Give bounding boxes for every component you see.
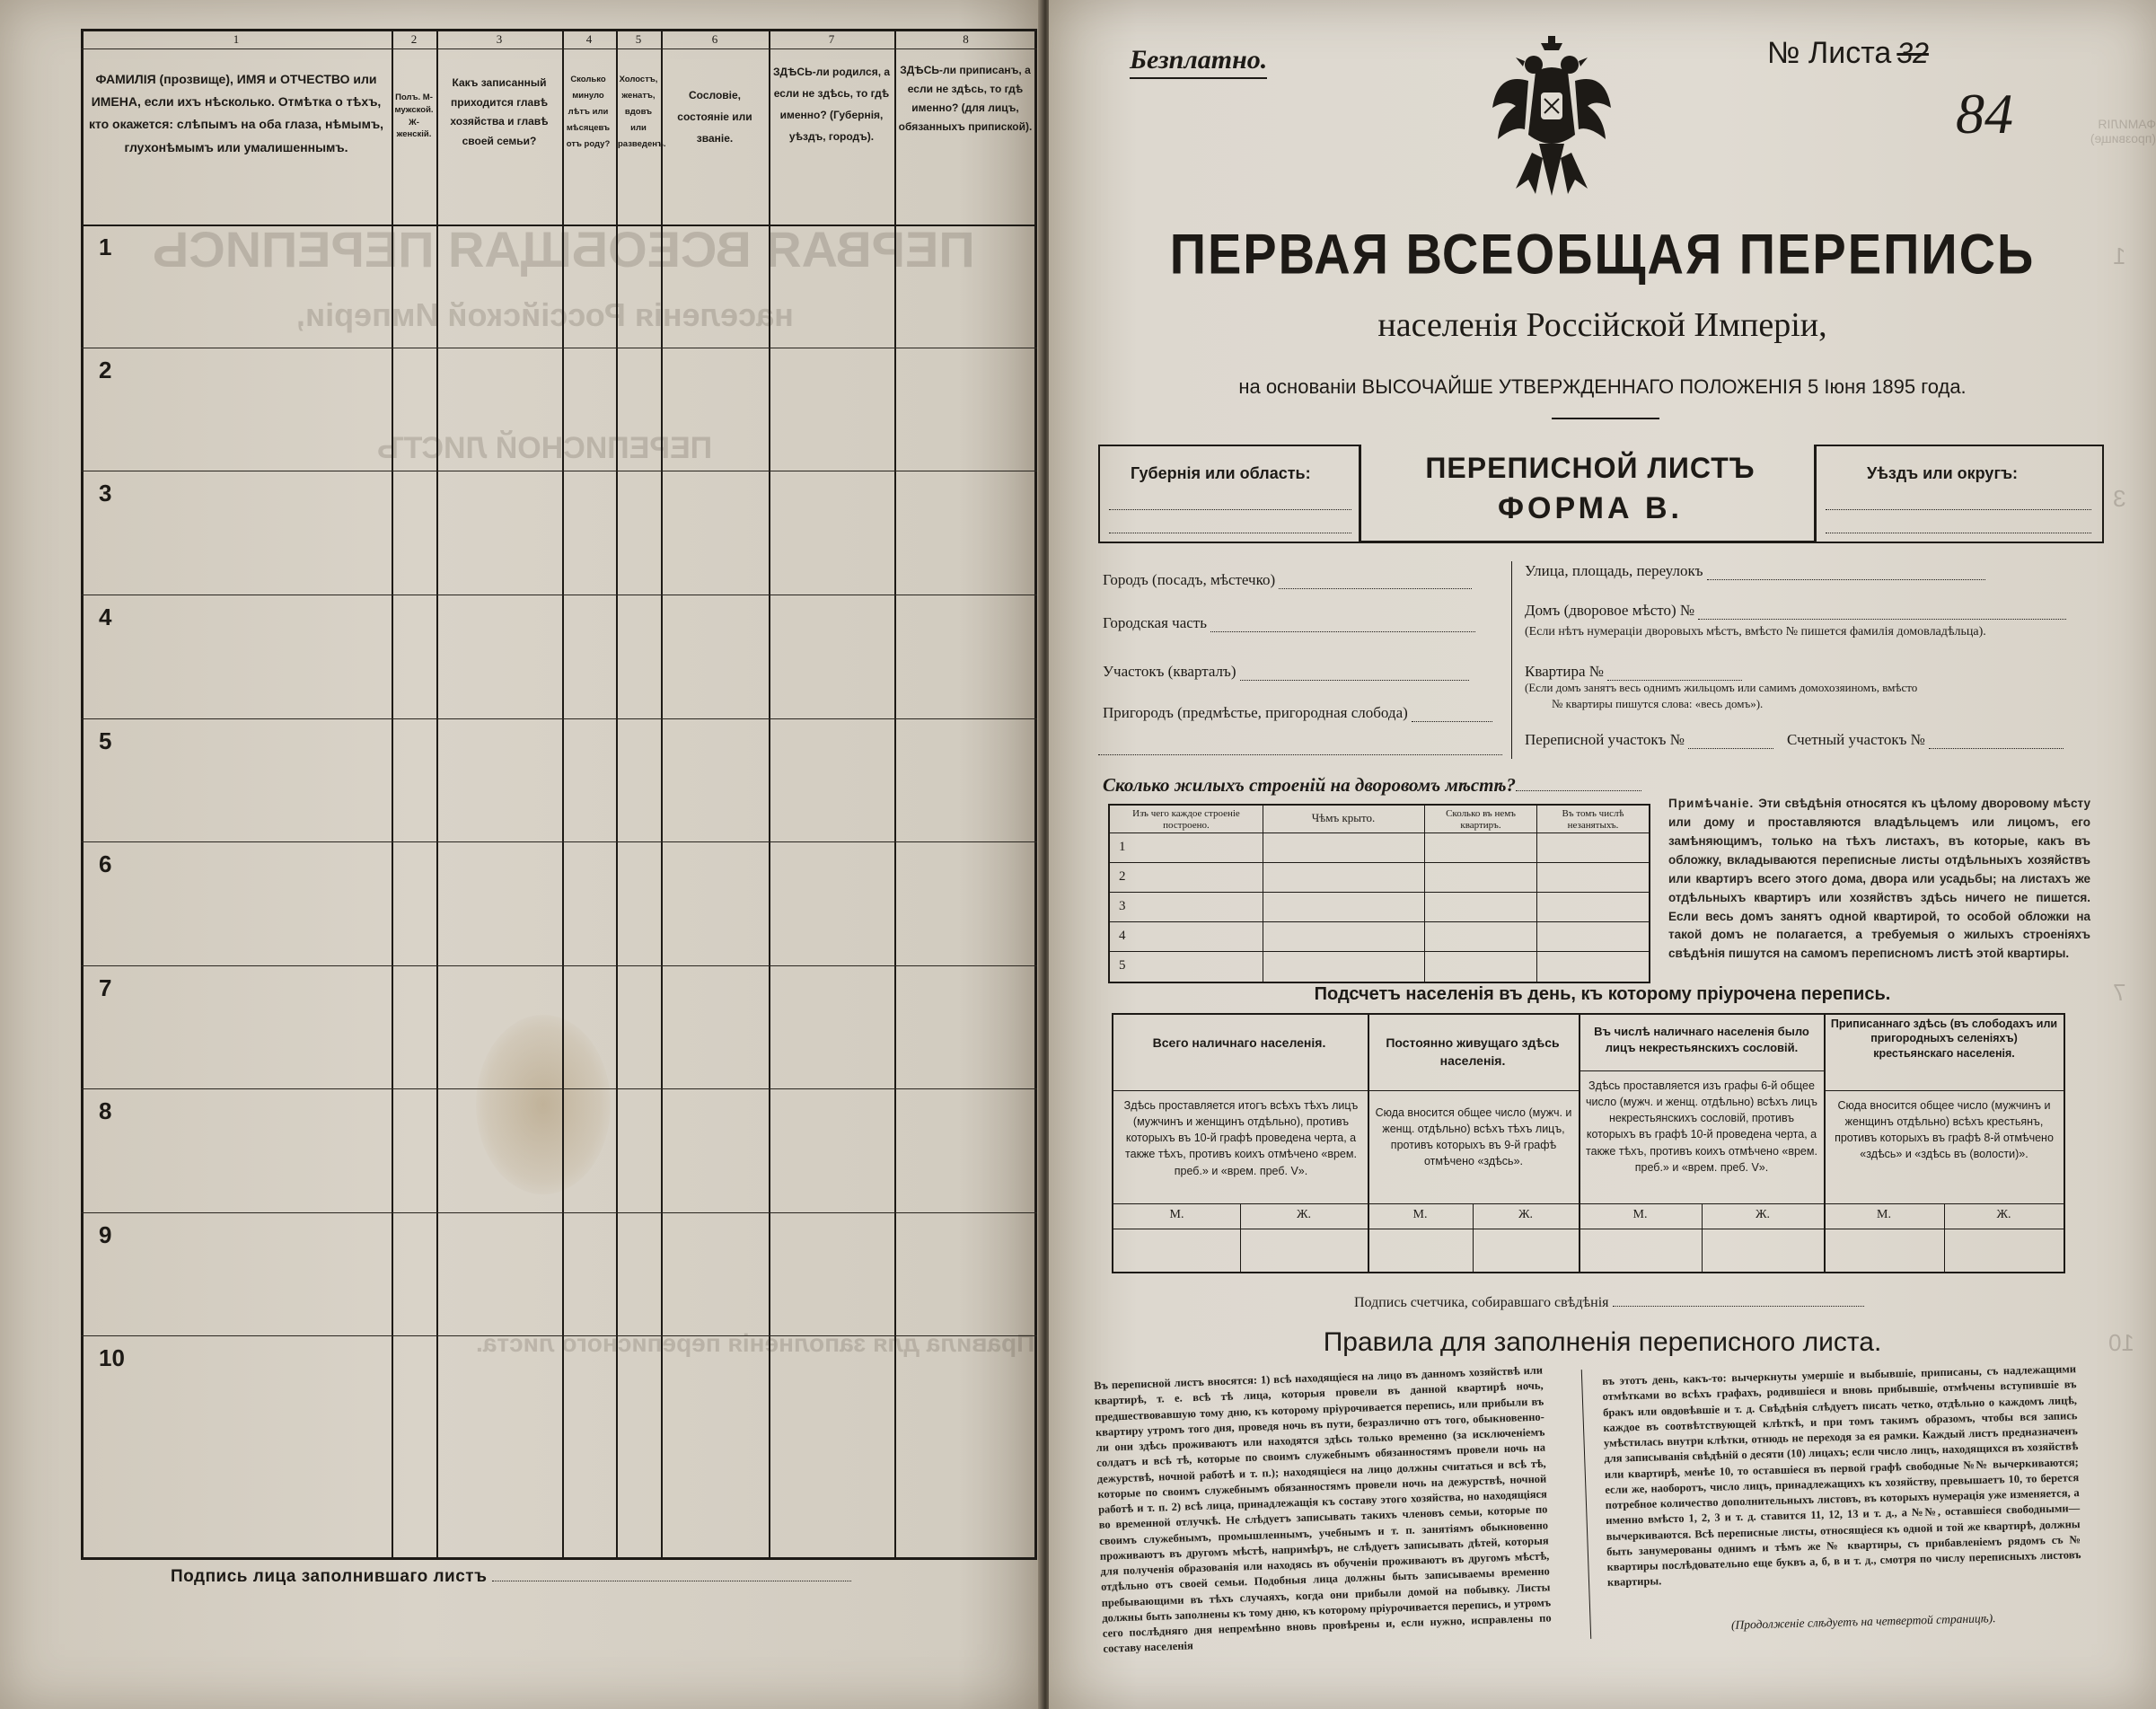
sheet-number [1767, 36, 1929, 71]
form-name: ПЕРЕПИСНОЙ ЛИСТЪ [1425, 452, 1756, 484]
house-label: Домъ (дворовое мѣсто) № [1525, 602, 1695, 619]
col-divider [616, 29, 618, 1560]
count-female-label: Ж. [1996, 1208, 2011, 1221]
district-field[interactable] [1826, 509, 2091, 510]
col-divider [392, 29, 393, 1560]
col-number: 2 [410, 32, 418, 46]
precinct-label: Участокъ (кварталъ) [1103, 663, 1236, 680]
buildings-row-number: 5 [1119, 958, 1126, 973]
count-female-label: Ж. [1518, 1208, 1534, 1221]
sheet-number-printed: 32 [1896, 37, 1929, 69]
count-male-label: М. [1169, 1208, 1184, 1221]
col-number: 3 [496, 32, 503, 46]
note-text: Эти свѣдѣнія относятся къ цѣлому дворовому мѣсту или дому и проставляются владѣльцемъ или лицомъ, его замѣняющимъ, только на тѣхъ листахъ, въ которые, какъ въ обложку, вкладываются переписные листы отдѣльныхъ хозяйствъ или квартиръ всего этого дома, двора или усадьбы; на листахъ же отдѣльныхъ квартиръ или хозяйствъ здѣсь ничего не пишется. Если весь домъ занятъ одной квартирой, то особой обложки на такой домъ не полагается, а требуемыя о жилыхъ строеніяхъ свѣдѣнія пишутся на самомъ переписномъ листѣ этой квартиры. [1668, 797, 2090, 961]
row-line [1110, 951, 1649, 952]
row-line [1110, 862, 1649, 863]
page-title: ПЕРВАЯ ВСЕОБЩАЯ ПЕРЕПИСЬ [1169, 222, 2036, 286]
house-field[interactable] [1525, 602, 2066, 620]
row-number: 5 [99, 727, 112, 754]
apartment-note: (Если домъ занятъ весь однимъ жильцомъ или самимъ домохозяиномъ, вмѣсто [1525, 681, 1918, 694]
col-header-birthplace: ЗДѢСЬ-ли родился, а если не здѣсь, то гдѣ именно? (Губернія, уѣздъ, городъ). [772, 66, 891, 143]
col-number: 4 [585, 32, 593, 46]
row-line [1579, 1070, 1824, 1071]
legal-basis: на основаніи ВЫСОЧАЙШЕ УТВЕРЖДЕННАГО ПОЛОЖЕНІЯ 5 Іюня 1895 года. [1238, 375, 1967, 398]
col-number: 5 [635, 32, 642, 46]
col-divider [769, 29, 770, 1560]
left-page [0, 0, 1042, 1709]
show-through-text: ФАМИЛІЯ (прозвище) [2090, 117, 2156, 145]
count-desc-non-peasant: Здѣсь проставляется изъ графы 6-й общее число (мужч. и женщ. отдѣльно) всѣхъ лицъ некрестьянскихъ сословій, противъ которыхъ въ графѣ 10-й проведена черта, а также тѣхъ, противъ коихъ отмѣчено «врем. преб.» и «врем. преб. V». [1586, 1079, 1817, 1174]
city-field[interactable] [1103, 571, 1472, 589]
count-male-label: М. [1632, 1208, 1648, 1221]
house-note: (Если нѣтъ нумераціи дворовыхъ мѣстъ, вмѣсто № пишется фамилія домовладѣльца). [1525, 625, 1986, 639]
count-desc-peasant: Сюда вносится общее число (мужчинъ и женщинъ отдѣльно) всѣхъ крестьянъ, противъ которыхъ въ графѣ 8-й отмѣчено «здѣсь» и «здѣсь въ (волости)». [1835, 1099, 2054, 1161]
buildings-header-roof: Чѣмъ крыто. [1311, 811, 1376, 824]
col-number: 6 [711, 32, 718, 46]
buildings-line[interactable] [1516, 790, 1641, 791]
col-header-sex: Полъ. М-мужской. Ж-женскій. [394, 92, 434, 140]
row-line [81, 841, 1037, 842]
count-female-label: Ж. [1755, 1208, 1771, 1221]
count-desc-permanent: Сюда вносится общее число (мужч. и женщ. отдѣльно) всѣхъ тѣхъ лицъ, противъ которыхъ въ 9-й графѣ отмѣчено «здѣсь». [1375, 1106, 1572, 1168]
buildings-table [1108, 804, 1650, 983]
show-through-text: 3 [2113, 485, 2126, 512]
show-through-text: 10 [2108, 1329, 2134, 1356]
city-line[interactable] [1279, 588, 1472, 589]
row-line [1824, 1090, 2064, 1091]
row-number: 6 [99, 850, 112, 877]
census-table [81, 29, 1037, 1560]
col-header-marital: Холостъ, женатъ, вдовъ или разведенъ. [618, 75, 666, 150]
buildings-header-vacant: Въ томъ числѣ незанятыхъ. [1562, 808, 1624, 832]
count-female-label: Ж. [1296, 1208, 1312, 1221]
city-part-label: Городская часть [1103, 614, 1207, 631]
province-label: Губернія или область: [1131, 464, 1311, 482]
divider [1511, 561, 1512, 759]
show-through-text: ПЕРВАЯ ВСЕОБЩАЯ ПЕРЕПИСЬ [153, 221, 975, 277]
row-line [81, 1212, 1037, 1213]
count-header-non-peasant: Въ числѣ наличнаго населенія было лицъ некрестьянскихъ сословій. [1594, 1025, 1809, 1055]
show-through-text: 7 [2113, 979, 2126, 1006]
precinct-line[interactable] [1240, 680, 1469, 681]
row-line [1110, 892, 1649, 893]
count-male-label: М. [1877, 1208, 1891, 1221]
page-subtitle: населенія Россійской Имперіи, [1377, 306, 1827, 344]
divider [1581, 1370, 1591, 1639]
counter-signature[interactable] [1354, 1295, 1864, 1311]
buildings-row-number: 1 [1119, 840, 1126, 854]
rules-text-right: въ этотъ день, какъ-то: вычеркнуты умершіе и выбывшіе, приписаны, съ надлежащими отмѣтками во всѣхъ графахъ, родившіеся и вновь прибывшіе, отмѣчены вступившіе въ бракъ или овдовѣвшіе и т. д. Свѣдѣнія слѣдуетъ писать четко, отдѣльно о каждомъ лицѣ, каждое въ соотвѣтствующей клѣткѣ, и при томъ такимъ образомъ, чтобы вся запись умѣстилась внутри клѣтки, отнюдь не переходя за ея рамки. Каждый листъ предназначенъ для записыванія свѣдѣній о десяти (10) лицахъ; если число лицъ, находящихся въ хозяйствѣ или квартирѣ, менѣе 10, то оставшіеся въ первой графѣ свободные №№ вычеркиваются; если же, наоборотъ, число лицъ, принадлежащихъ къ хозяйству, превышаетъ 10, то берется потребное количество дополнительныхъ листовъ, въ которыхъ нумерація уже изменяется, а именно вмѣсто 1, 2, 3 и т. д. ставится 11, 12, 13 и т. д., а №№, оставшіеся свободными—вычеркиваются. Всѣ переписные листы, относящіеся къ одной и той же квартирѣ, должны быть занумерованы однимъ и тѣмъ же № квартиры, съ прибавленіемъ рядомъ съ № квартиры послѣдовательно еще буквъ а, б, в и т. д., смотря по числу переписныхъ листовъ квартиры. [1602, 1362, 2081, 1590]
right-page [1049, 0, 2156, 1709]
form-title-cell [1359, 445, 1817, 543]
col-number: 8 [963, 32, 969, 46]
double-headed-eagle-emblem [1489, 36, 1615, 207]
col-divider [894, 29, 896, 1560]
col-divider [661, 29, 663, 1560]
col-header-name: ФАМИЛІЯ (прозвище), ИМЯ и ОТЧЕСТВО или ИМЕНА, если ихъ нѣсколько. Отмѣтка о тѣхъ, кто окажется: слѣпымъ на оба глаза, нѣмымъ, глухонѣмымъ или умалишеннымъ. [88, 72, 384, 154]
col-divider [1824, 1015, 1826, 1272]
buildings-question-label: Сколько жилыхъ строеній на дворовомъ мѣстѣ? [1103, 774, 1517, 796]
buildings-row-number: 3 [1119, 899, 1126, 913]
district-cell [1817, 445, 2104, 543]
province-cell [1098, 445, 1359, 543]
row-number: 7 [99, 974, 112, 1001]
rules-title: Правила для заполненія переписного листа. [1323, 1327, 1882, 1357]
buildings-header-material: Изъ чего каждое строеніе построено. [1132, 808, 1240, 832]
street-line[interactable] [1707, 579, 1985, 580]
col-divider [1579, 1015, 1580, 1272]
suburb-line[interactable] [1412, 721, 1492, 722]
row-number: 10 [99, 1344, 125, 1371]
buildings-header-apartments: Сколько въ немъ квартиръ. [1446, 808, 1516, 832]
district-label: Уѣздъ или округъ: [1867, 464, 2019, 482]
sheet-number-handwritten: 84 [1956, 82, 2013, 145]
row-number: 4 [99, 603, 112, 630]
form-header-box [1098, 445, 2104, 543]
col-header-age: Сколько минуло лѣтъ или мѣсяцевъ отъ роду? [566, 75, 611, 150]
col-header-relation: Какъ записанный приходится главѣ хозяйства и главѣ своей семьи? [450, 76, 549, 147]
count-desc-present: Здѣсь проставляется итогъ всѣхъ тѣхъ лицъ (мужчинъ и женщинъ отдѣльно), противъ которыхъ въ 10-й графѣ проведена черта, а также тѣхъ, противъ коихъ отмѣчено «врем. преб.» и «врем. преб. V». [1123, 1099, 1359, 1177]
col-header-estate: Сословіе, состояніе или званіе. [677, 89, 752, 145]
counter-signature-line[interactable] [1613, 1306, 1864, 1307]
col-divider [1368, 1015, 1369, 1272]
row-line [1113, 1090, 1368, 1091]
population-count-table [1112, 1013, 2065, 1273]
show-through-text: населенія Россійской Имперіи, [296, 296, 794, 333]
filler-signature [171, 1567, 851, 1587]
count-header-peasant: Приписаннаго здѣсь (въ слободахъ или пригородныхъ селеніяхъ) крестьянскаго населенія. [1830, 1017, 2058, 1060]
row-line [81, 718, 1037, 719]
count-title: Подсчетъ населенія въ день, къ которому пріурочена перепись. [1314, 984, 1891, 1004]
col-number: 1 [233, 32, 240, 46]
col-number: 7 [828, 32, 835, 46]
city-part-field[interactable] [1103, 614, 1475, 632]
row-number: 9 [99, 1221, 112, 1248]
suburb-field[interactable] [1103, 704, 1492, 722]
buildings-note [1668, 795, 2090, 964]
free-label: Безплатно. [1130, 45, 1268, 75]
count-header-permanent: Постоянно живущаго здѣсь населенія. [1386, 1035, 1560, 1068]
province-field[interactable] [1109, 509, 1351, 510]
header-bottom-line [81, 225, 1037, 226]
row-number: 3 [99, 480, 112, 507]
house-line[interactable] [1698, 619, 2066, 620]
col-divider [436, 29, 438, 1560]
census-district-line[interactable] [1688, 748, 1773, 749]
row-number: 8 [99, 1097, 112, 1124]
census-district-field[interactable] [1525, 731, 1773, 749]
form-letter: ФОРМА В. [1497, 491, 1684, 525]
rules-continued: (Продолженіе слѣдуетъ на четвертой страницѣ). [1730, 1611, 1996, 1632]
buildings-row-number: 2 [1119, 869, 1126, 884]
apartment-note: № квартиры пишутся слова: «весь домъ»). [1552, 697, 1764, 710]
row-line [81, 1088, 1037, 1089]
col-header-registration: ЗДѢСЬ-ли приписанъ, а если не здѣсь, то гдѣ именно? (для лицъ, обязанныхъ припиской). [898, 64, 1033, 133]
precinct-field[interactable] [1103, 663, 1469, 681]
row-line [81, 1335, 1037, 1336]
count-male-label: М. [1412, 1208, 1428, 1221]
rules-text-left: Въ переписной листъ вносятся: 1) всѣ находящіеся на лицо въ данномъ хозяйствѣ или квартирѣ, т. е. всѣ тѣ лица, которыя провели въ данной квартирѣ ночь, предшествовавшую тому дню, къ которому пріурочивается перепись, или прибыли въ квартиру утромъ того дня, проведя ночь въ пути, безразлично отъ того, обыкновенно-ли они здѣсь проживаютъ или находятся здѣсь только временно (за исключеніемъ солдатъ и всѣ тѣ, которые по своимъ служебнымъ обязанностямъ провели ночь на дежурствѣ, ночной работѣ и т. п.); находящіеся на лицо должны считаться и всѣ тѣ, которые по своимъ служебнымъ обязанностямъ провели ночь на дежурствѣ, ночной работѣ и т. п. 2) всѣ лица, принадлежащія къ составу этого хозяйства, но находящіяся во временной отлучкѣ. Не слѣдуетъ записывать такихъ членовъ семьи, которые по своимъ служебнымъ, промышленнымъ, учебнымъ и т. п. занятіямъ обыкновенно проживаютъ въ другомъ мѣстѣ, напримѣръ, не слѣдуетъ записывать дѣтей, которыя для полученія образованія или находясь въ обученіи проживаютъ въ другомъ мѣстѣ, отдѣльно отъ своей семьи. Подобныя лица должны быть записываемы временно пребывающими въ тѣхъ случаяхъ, когда они прибыли домой на побывку. Листы должны быть заполнены къ тому дню, къ которому пріурочивается перепись, и утромъ сего послѣдняго дня непремѣнно вновь провѣрены и, если нужно, исправлены по составу населенія [1094, 1363, 1552, 1656]
show-through-text: ПЕРЕПИСНОЙ ЛИСТЪ [377, 431, 713, 465]
show-through-text: 1 [2113, 242, 2126, 269]
divider [1552, 418, 1659, 419]
counting-district-label: Счетный участокъ № [1787, 731, 1925, 748]
row-line [1368, 1090, 1579, 1091]
census-district-label: Переписной участокъ № [1525, 731, 1685, 748]
row-number: 1 [99, 233, 112, 260]
sheet-number-label: № Листа [1767, 36, 1892, 70]
row-line [1113, 1203, 2064, 1204]
apartment-label: Квартира № [1525, 663, 1605, 680]
row-number: 2 [99, 357, 112, 383]
city-label: Городъ (посадъ, мѣстечко) [1103, 571, 1276, 588]
buildings-question[interactable] [1103, 774, 1641, 797]
buildings-row-number: 4 [1119, 929, 1126, 943]
row-line [81, 965, 1037, 966]
counter-signature-label: Подпись счетчика, собиравшаго свѣдѣнія [1354, 1295, 1609, 1310]
city-part-line[interactable] [1210, 631, 1475, 632]
filler-signature-label: Подпись лица заполнившаго листъ [171, 1567, 488, 1586]
col-divider [562, 29, 564, 1560]
counting-district-line[interactable] [1929, 748, 2064, 749]
show-through-text: Правила для заполненія переписного листа. [476, 1329, 1035, 1357]
count-header-present: Всего наличнаго населенія. [1152, 1035, 1326, 1050]
apartment-field[interactable] [1525, 663, 1742, 681]
row-line [1110, 921, 1649, 922]
street-field[interactable] [1525, 562, 1985, 580]
divider [1098, 754, 1502, 755]
counting-district-field[interactable] [1787, 731, 2064, 749]
note-label: Примѣчаніе. [1668, 797, 1755, 810]
street-label: Улица, площадь, переулокъ [1525, 562, 1703, 579]
row-line [1110, 832, 1649, 833]
number-row-line [81, 48, 1037, 49]
suburb-label: Пригородъ (предмѣстье, пригородная слобода) [1103, 704, 1408, 721]
